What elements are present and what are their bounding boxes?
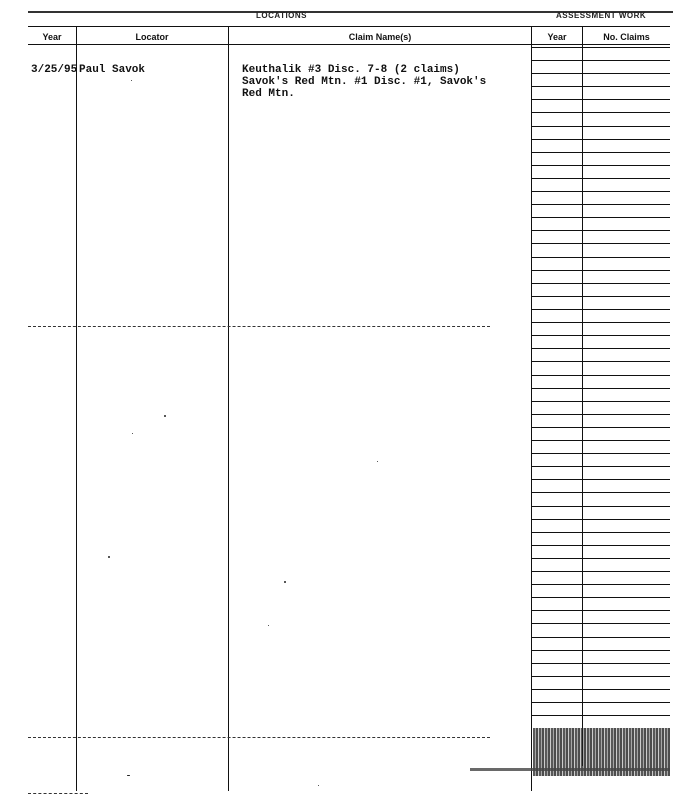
assessment-row-rule: [531, 401, 670, 402]
assessment-row-rule: [531, 152, 670, 153]
assessment-row-rule: [531, 296, 670, 297]
assessment-row-rule: [531, 715, 670, 716]
assessment-row-rule: [531, 427, 670, 428]
column-header-claim-names: Claim Name(s): [348, 32, 412, 42]
assessment-row-rule: [531, 112, 670, 113]
bottom-scan-smudge: [470, 768, 670, 771]
scan-speck: [108, 556, 110, 558]
assessment-row-rule: [531, 165, 670, 166]
assessment-work-banner: ASSESSMENT WORK: [556, 11, 647, 20]
assessment-row-rule: [531, 479, 670, 480]
assessment-row-rule: [531, 571, 670, 572]
assessment-row-rule: [531, 663, 670, 664]
assessment-row-rule: [531, 322, 670, 323]
assessment-row-rule: [531, 217, 670, 218]
entry-year: 3/25/95: [31, 64, 78, 76]
assessment-row-rule: [531, 388, 670, 389]
assessment-row-rule: [531, 610, 670, 611]
column-divider-assessment-year-claims: [582, 26, 583, 766]
assessment-row-rule: [531, 243, 670, 244]
assessment-row-rule: [531, 99, 670, 100]
section-separator-2: [28, 737, 490, 738]
column-divider-locator-claims: [228, 26, 229, 791]
column-divider-year-locator: [76, 26, 77, 791]
assessment-row-rule: [531, 375, 670, 376]
assessment-row-rule: [531, 361, 670, 362]
scan-speck: [268, 625, 269, 626]
assessment-row-rule: [531, 47, 670, 48]
column-header-assessment-year: Year: [547, 32, 567, 42]
scan-speck: [318, 785, 319, 786]
column-header-year: Year: [42, 32, 62, 42]
entry-claim-line-3: Red Mtn.: [242, 88, 295, 100]
section-separator-1: [28, 326, 490, 327]
assessment-row-rule: [531, 139, 670, 140]
assessment-row-rule: [531, 348, 670, 349]
assessment-row-rule: [531, 283, 670, 284]
assessment-row-rule: [531, 309, 670, 310]
entry-claim-line-1: Keuthalik #3 Disc. 7-8 (2 claims): [242, 64, 460, 76]
assessment-row-rule: [531, 440, 670, 441]
scan-speck: [127, 775, 130, 776]
assessment-row-rule: [531, 492, 670, 493]
assessment-row-rule: [531, 689, 670, 690]
assessment-row-rule: [531, 86, 670, 87]
assessment-row-rule: [531, 466, 670, 467]
header-bottom-rule: [28, 44, 670, 45]
locations-banner: LOCATIONS: [256, 11, 308, 20]
entry-locator: Paul Savok: [79, 64, 146, 76]
assessment-row-rule: [531, 257, 670, 258]
scan-speck: [132, 433, 133, 434]
assessment-row-rule: [531, 335, 670, 336]
assessment-row-rule: [531, 60, 670, 61]
column-header-locator: Locator: [135, 32, 169, 42]
assessment-row-rule: [531, 73, 670, 74]
assessment-row-rule: [531, 270, 670, 271]
assessment-row-rule: [531, 676, 670, 677]
assessment-row-rule: [531, 414, 670, 415]
assessment-row-rule: [531, 519, 670, 520]
assessment-row-rule: [531, 597, 670, 598]
assessment-row-rule: [531, 637, 670, 638]
header-top-rule: [28, 26, 670, 27]
assessment-row-rule: [531, 545, 670, 546]
assessment-row-rule: [531, 623, 670, 624]
assessment-row-rule: [531, 558, 670, 559]
assessment-row-rule: [531, 532, 670, 533]
entry-claim-line-2: Savok's Red Mtn. #1 Disc. #1, Savok's: [242, 76, 487, 88]
scan-speck: [164, 415, 166, 417]
assessment-row-rule: [531, 506, 670, 507]
assessment-row-rule: [531, 178, 670, 179]
assessment-row-rule: [531, 453, 670, 454]
assessment-row-rule: [531, 204, 670, 205]
assessment-row-rule: [531, 191, 670, 192]
scan-speck: [377, 461, 378, 462]
scan-speck: [131, 80, 132, 81]
assessment-row-rule: [531, 584, 670, 585]
assessment-row-rule: [531, 702, 670, 703]
assessment-row-rule: [531, 126, 670, 127]
bottom-left-scan-dash: [28, 793, 88, 794]
column-header-no-claims: No. Claims: [603, 32, 650, 42]
scan-speck: [284, 581, 286, 583]
assessment-row-rule: [531, 230, 670, 231]
assessment-row-rule: [531, 650, 670, 651]
